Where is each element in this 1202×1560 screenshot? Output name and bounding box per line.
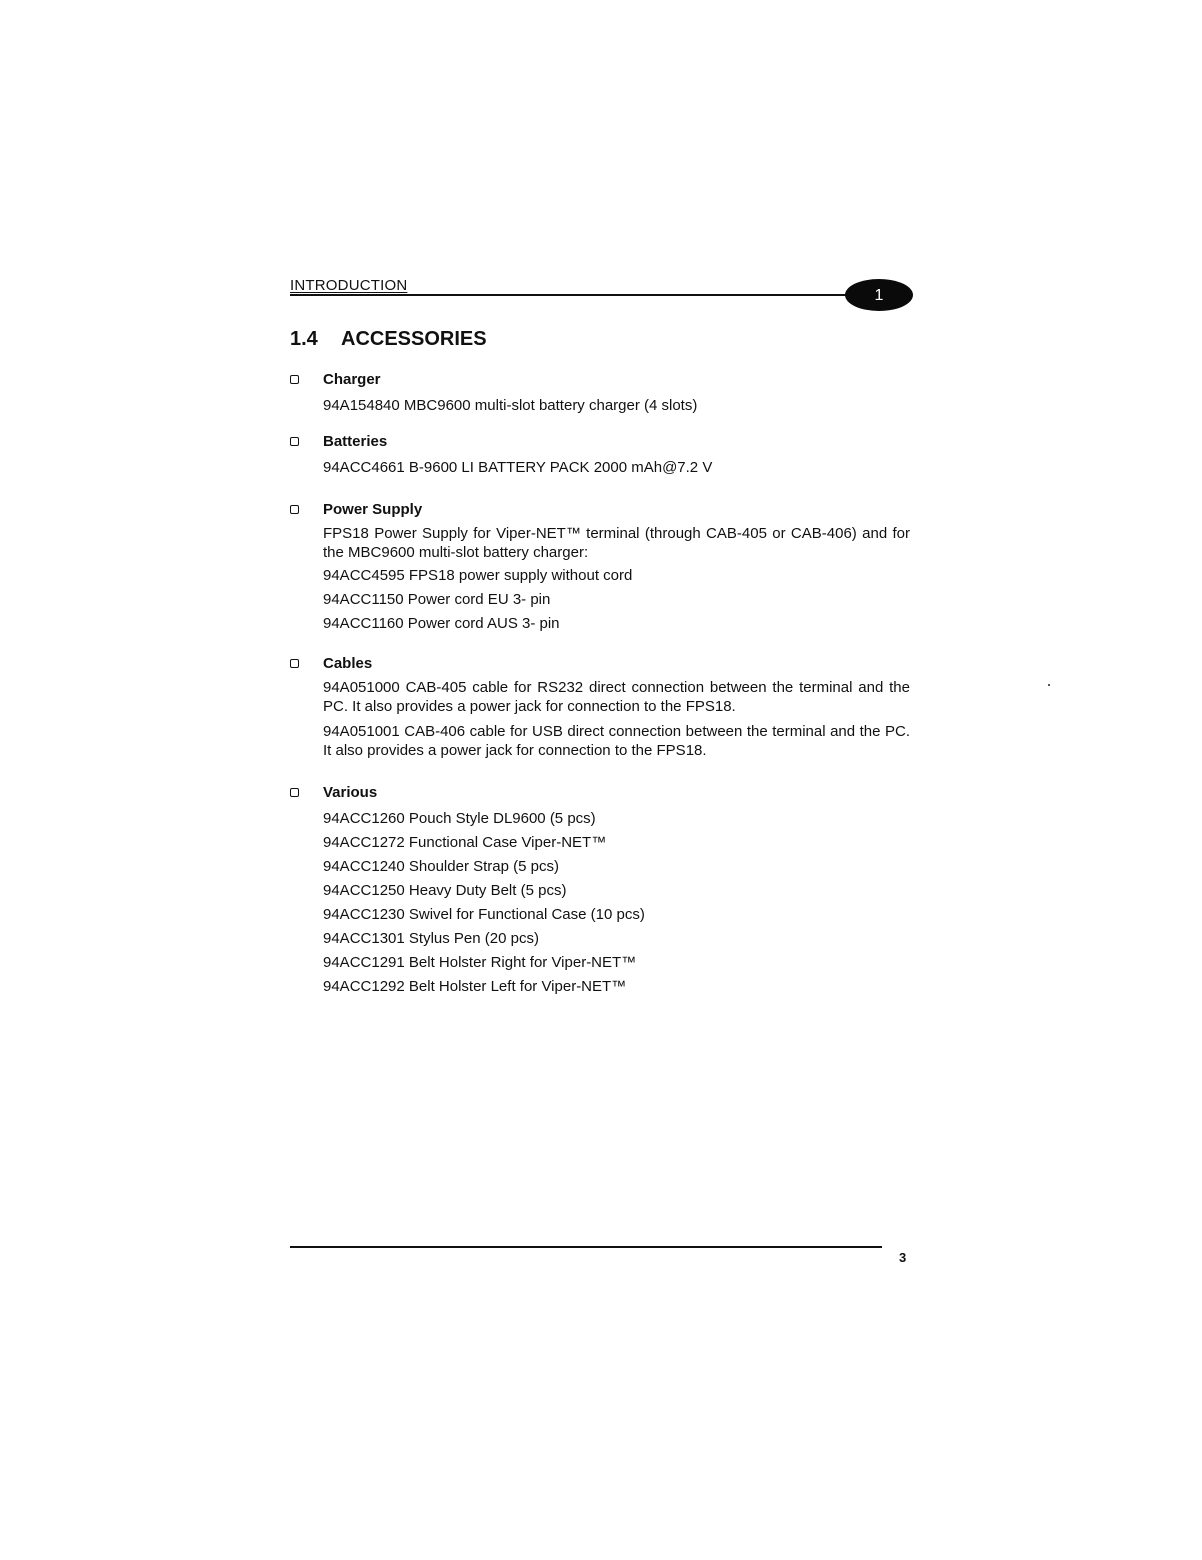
accessory-group-batteries xyxy=(290,432,910,478)
list-item: 94ACC1240 Shoulder Strap (5 pcs) xyxy=(323,858,559,875)
accessory-group-charger xyxy=(290,370,910,416)
list-item: 94ACC1292 Belt Holster Left for Viper-NET™ xyxy=(323,978,627,995)
list-item: FPS18 Power Supply for Viper-NET™ terminal (through CAB-405 or CAB-406) and for the MBC9600 multi-slot battery charger: xyxy=(323,525,910,561)
header-rule xyxy=(290,294,860,296)
list-item: 94A051000 CAB-405 cable for RS232 direct connection between the terminal and the PC. It also provides a power jack for connection to the FPS18. xyxy=(323,679,910,715)
list-item: 94ACC1150 Power cord EU 3- pin xyxy=(323,591,551,608)
group-title-text: Batteries xyxy=(323,433,388,450)
group-title-text: Charger xyxy=(323,371,381,388)
checkbox-bullet-icon xyxy=(290,788,299,797)
list-item: 94ACC1230 Swivel for Functional Case (10 pcs) xyxy=(323,906,645,923)
group-title xyxy=(290,654,910,676)
checkbox-bullet-icon xyxy=(290,659,299,668)
running-header-label: INTRODUCTION xyxy=(290,277,408,294)
scan-speck xyxy=(1048,684,1050,686)
list-item: 94A154840 MBC9600 multi-slot battery charger (4 slots) xyxy=(323,397,698,414)
group-title xyxy=(290,783,910,805)
group-title xyxy=(290,500,910,522)
list-item: 94ACC1160 Power cord AUS 3- pin xyxy=(323,615,560,632)
group-title xyxy=(290,370,910,392)
chapter-number-badge: 1 xyxy=(845,279,913,311)
checkbox-bullet-icon xyxy=(290,437,299,446)
group-title-text: Cables xyxy=(323,655,373,672)
group-title-text: Various xyxy=(323,784,378,801)
checkbox-bullet-icon xyxy=(290,375,299,384)
list-item: 94ACC1250 Heavy Duty Belt (5 pcs) xyxy=(323,882,567,899)
list-item: 94ACC4661 B-9600 LI BATTERY PACK 2000 mAh@7.2 V xyxy=(323,459,713,476)
group-title xyxy=(290,432,910,454)
section-number: 1.4 xyxy=(290,328,318,350)
accessory-group-power-supply xyxy=(290,500,910,634)
accessory-group-various xyxy=(290,783,910,997)
list-item: 94ACC1301 Stylus Pen (20 pcs) xyxy=(323,930,539,947)
list-item: 94A051001 CAB-406 cable for USB direct connection between the terminal and the PC. It also provides a power jack for connection to the FPS18. xyxy=(323,723,910,759)
page-number: 3 xyxy=(899,1250,907,1265)
list-item: 94ACC1291 Belt Holster Right for Viper-NET™ xyxy=(323,954,637,971)
accessory-group-cables xyxy=(290,654,910,760)
list-item: 94ACC4595 FPS18 power supply without cord xyxy=(323,567,633,584)
section-heading xyxy=(290,328,487,351)
list-item: 94ACC1260 Pouch Style DL9600 (5 pcs) xyxy=(323,810,596,827)
checkbox-bullet-icon xyxy=(290,505,299,514)
group-title-text: Power Supply xyxy=(323,501,423,518)
section-title: ACCESSORIES xyxy=(341,328,487,350)
list-item: 94ACC1272 Functional Case Viper-NET™ xyxy=(323,834,607,851)
footer-rule xyxy=(290,1246,882,1248)
